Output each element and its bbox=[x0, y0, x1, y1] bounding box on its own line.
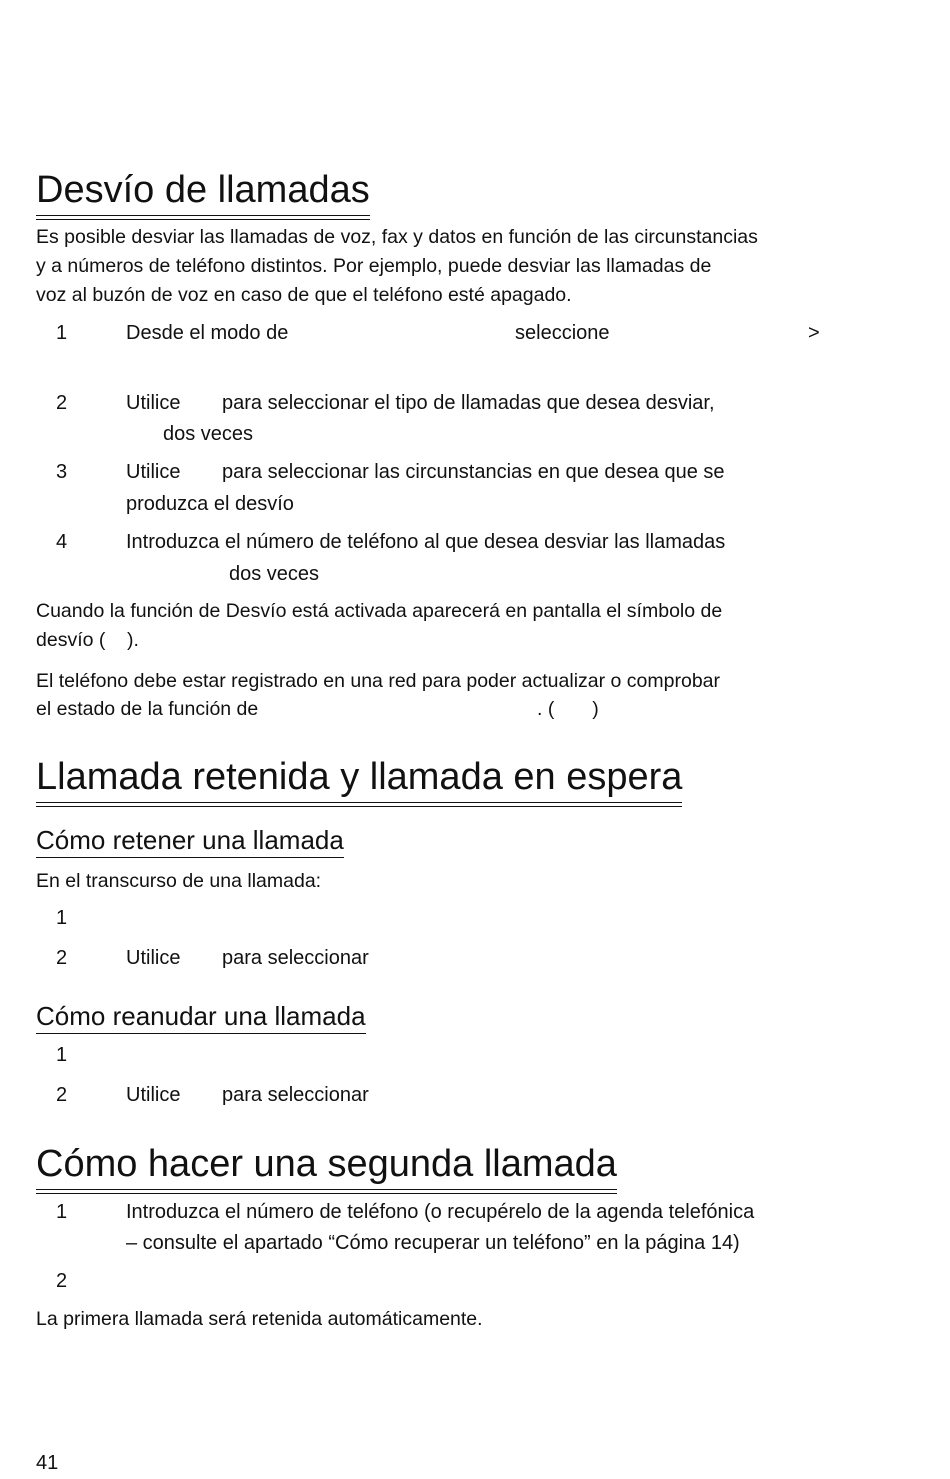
step-text: Introduzca el número de teléfono (o recupérelo de la agenda telefónica bbox=[126, 1201, 755, 1223]
subheading-resume-call: Cómo reanudar una llamada bbox=[36, 1000, 366, 1034]
intro-line-1: Es posible desviar las llamadas de voz, fax y datos en función de las circunstancias bbox=[36, 226, 758, 248]
note-line: el estado de la función de bbox=[36, 698, 259, 720]
heading-call-forwarding: Desvío de llamadas bbox=[36, 168, 370, 216]
step-number: 1 bbox=[56, 322, 68, 344]
step-text: para seleccionar el tipo de llamadas que desea desviar, bbox=[222, 392, 715, 414]
step-number: 1 bbox=[56, 1044, 68, 1066]
step-text: para seleccionar bbox=[222, 947, 369, 969]
step-text: seleccione bbox=[515, 322, 610, 344]
step-number: 2 bbox=[56, 392, 68, 414]
heading-call-hold: Llamada retenida y llamada en espera bbox=[36, 755, 682, 803]
page-number: 41 bbox=[36, 1452, 59, 1474]
step-text: Utilice bbox=[126, 1084, 181, 1106]
step-number: 3 bbox=[56, 461, 68, 483]
intro-line-2: y a números de teléfono distintos. Por ejemplo, puede desviar las llamadas de bbox=[36, 255, 712, 277]
step-text: Desde el modo de bbox=[126, 322, 289, 344]
note-line: . ( ) bbox=[537, 698, 599, 720]
step-text: Introduzca el número de teléfono al que desea desviar las llamadas bbox=[126, 531, 726, 553]
intro-line-3: voz al buzón de voz en caso de que el teléfono esté apagado. bbox=[36, 284, 572, 306]
step-number: 1 bbox=[56, 907, 68, 929]
step-text: Utilice bbox=[126, 461, 181, 483]
step-text: Utilice bbox=[126, 947, 181, 969]
note-line: Cuando la función de Desvío está activada aparecerá en pantalla el símbolo de bbox=[36, 600, 723, 622]
step-text-continued: dos veces bbox=[163, 423, 254, 445]
note-line: desvío ( ). bbox=[36, 629, 139, 651]
step-text-separator: > bbox=[808, 322, 820, 344]
subheading-hold-call: Cómo retener una llamada bbox=[36, 824, 344, 858]
note-line: El teléfono debe estar registrado en una red para poder actualizar o comprobar bbox=[36, 670, 721, 692]
step-number: 2 bbox=[56, 1270, 68, 1292]
heading-second-call: Cómo hacer una segunda llamada bbox=[36, 1142, 617, 1190]
step-number: 4 bbox=[56, 531, 68, 553]
step-text: para seleccionar las circunstancias en que desea que se bbox=[222, 461, 725, 483]
step-text: Utilice bbox=[126, 392, 181, 414]
step-number: 1 bbox=[56, 1201, 68, 1223]
step-text-continued: – consulte el apartado “Cómo recuperar un teléfono” en la página 14) bbox=[126, 1232, 740, 1254]
note-line: La primera llamada será retenida automáticamente. bbox=[36, 1308, 483, 1330]
step-text: para seleccionar bbox=[222, 1084, 369, 1106]
step-number: 2 bbox=[56, 947, 68, 969]
step-number: 2 bbox=[56, 1084, 68, 1106]
intro-line: En el transcurso de una llamada: bbox=[36, 870, 322, 892]
step-text-continued: produzca el desvío bbox=[126, 493, 294, 515]
step-text-continued: dos veces bbox=[229, 563, 320, 585]
